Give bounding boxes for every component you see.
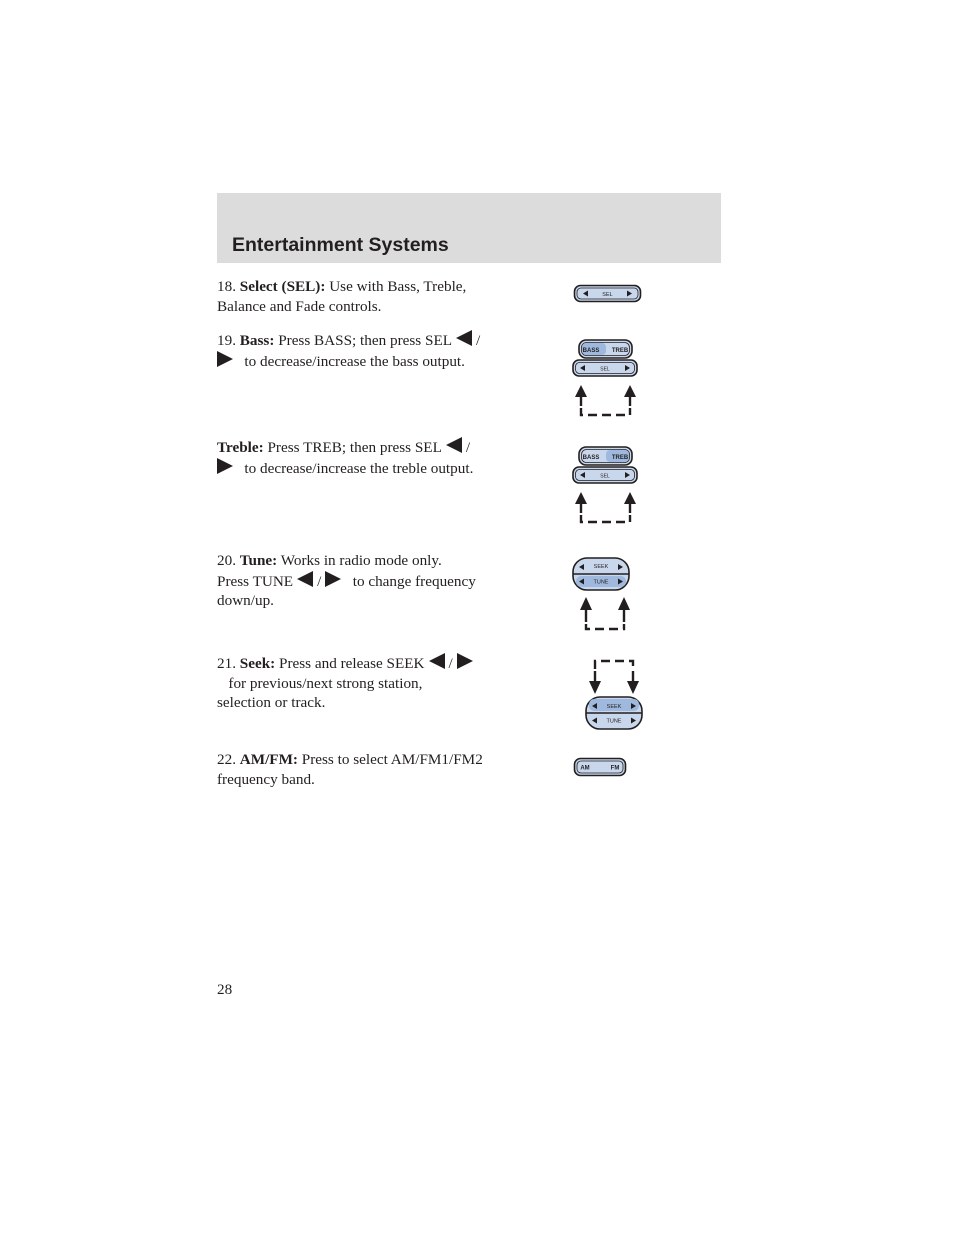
am-label: AM — [580, 765, 590, 772]
item-seek: 21. Seek: Press and release SEEK / for previous/next strong station, selection or track. — [217, 653, 477, 713]
page-number: 28 — [217, 981, 233, 998]
term-bass: Bass: — [239, 332, 275, 349]
bass-treb-sel-diagram — [570, 338, 642, 420]
bass-treb-sel-diagram-treble — [570, 445, 642, 527]
sel-label: SEL — [602, 292, 613, 298]
term-seek: Seek: — [239, 655, 276, 672]
svg-text:TREB: TREB — [611, 455, 629, 461]
right-arrow-icon — [217, 458, 233, 474]
svg-text:SEEK: SEEK — [593, 564, 609, 570]
svg-text:SEL: SEL — [600, 366, 610, 373]
left-arrow-icon — [446, 437, 462, 453]
left-arrow-icon — [429, 653, 445, 669]
item-select: 18. Select (SEL): Use with Bass, Treble, Balance and Fade controls. — [217, 278, 467, 315]
item-amfm: 22. AM/FM: Press to select AM/FM1/FM2 frequency band. — [217, 751, 483, 788]
seek-tune-diagram-seek — [582, 657, 646, 733]
left-arrow-icon — [456, 330, 472, 346]
svg-text:BASS: BASS — [582, 455, 600, 461]
term-treble: Treble: — [217, 439, 264, 456]
section-title: Entertainment Systems — [232, 234, 449, 256]
right-arrow-icon — [325, 571, 341, 587]
right-arrow-icon — [457, 653, 473, 669]
svg-text:TUNE: TUNE — [593, 579, 609, 586]
term-select: Select (SEL): — [239, 278, 326, 295]
fm-label: FM — [610, 765, 620, 772]
right-arrow-icon — [217, 351, 233, 367]
svg-text:SEEK: SEEK — [606, 704, 622, 710]
treb-label: TREB — [611, 348, 629, 354]
bass-label: BASS — [582, 348, 600, 354]
section-header — [217, 193, 721, 263]
sel-button-icon — [573, 284, 643, 304]
term-amfm: AM/FM: — [239, 751, 298, 768]
svg-text:TUNE: TUNE — [606, 718, 622, 725]
am-fm-button-icon — [573, 757, 629, 778]
svg-text:SEL: SEL — [600, 473, 610, 480]
item-tune: 20. Tune: Works in radio mode only. Press TUNE / to change frequency down/up. — [217, 552, 476, 609]
left-arrow-icon — [297, 571, 313, 587]
item-bass: 19. Bass: Press BASS; then press SEL / to decrease/increase the bass output. — [217, 332, 481, 370]
term-tune: Tune: — [239, 552, 278, 569]
seek-tune-diagram-tune — [570, 556, 634, 634]
item-treble: Treble: Press TREB; then press SEL / to decrease/increase the treble output. — [217, 439, 474, 477]
